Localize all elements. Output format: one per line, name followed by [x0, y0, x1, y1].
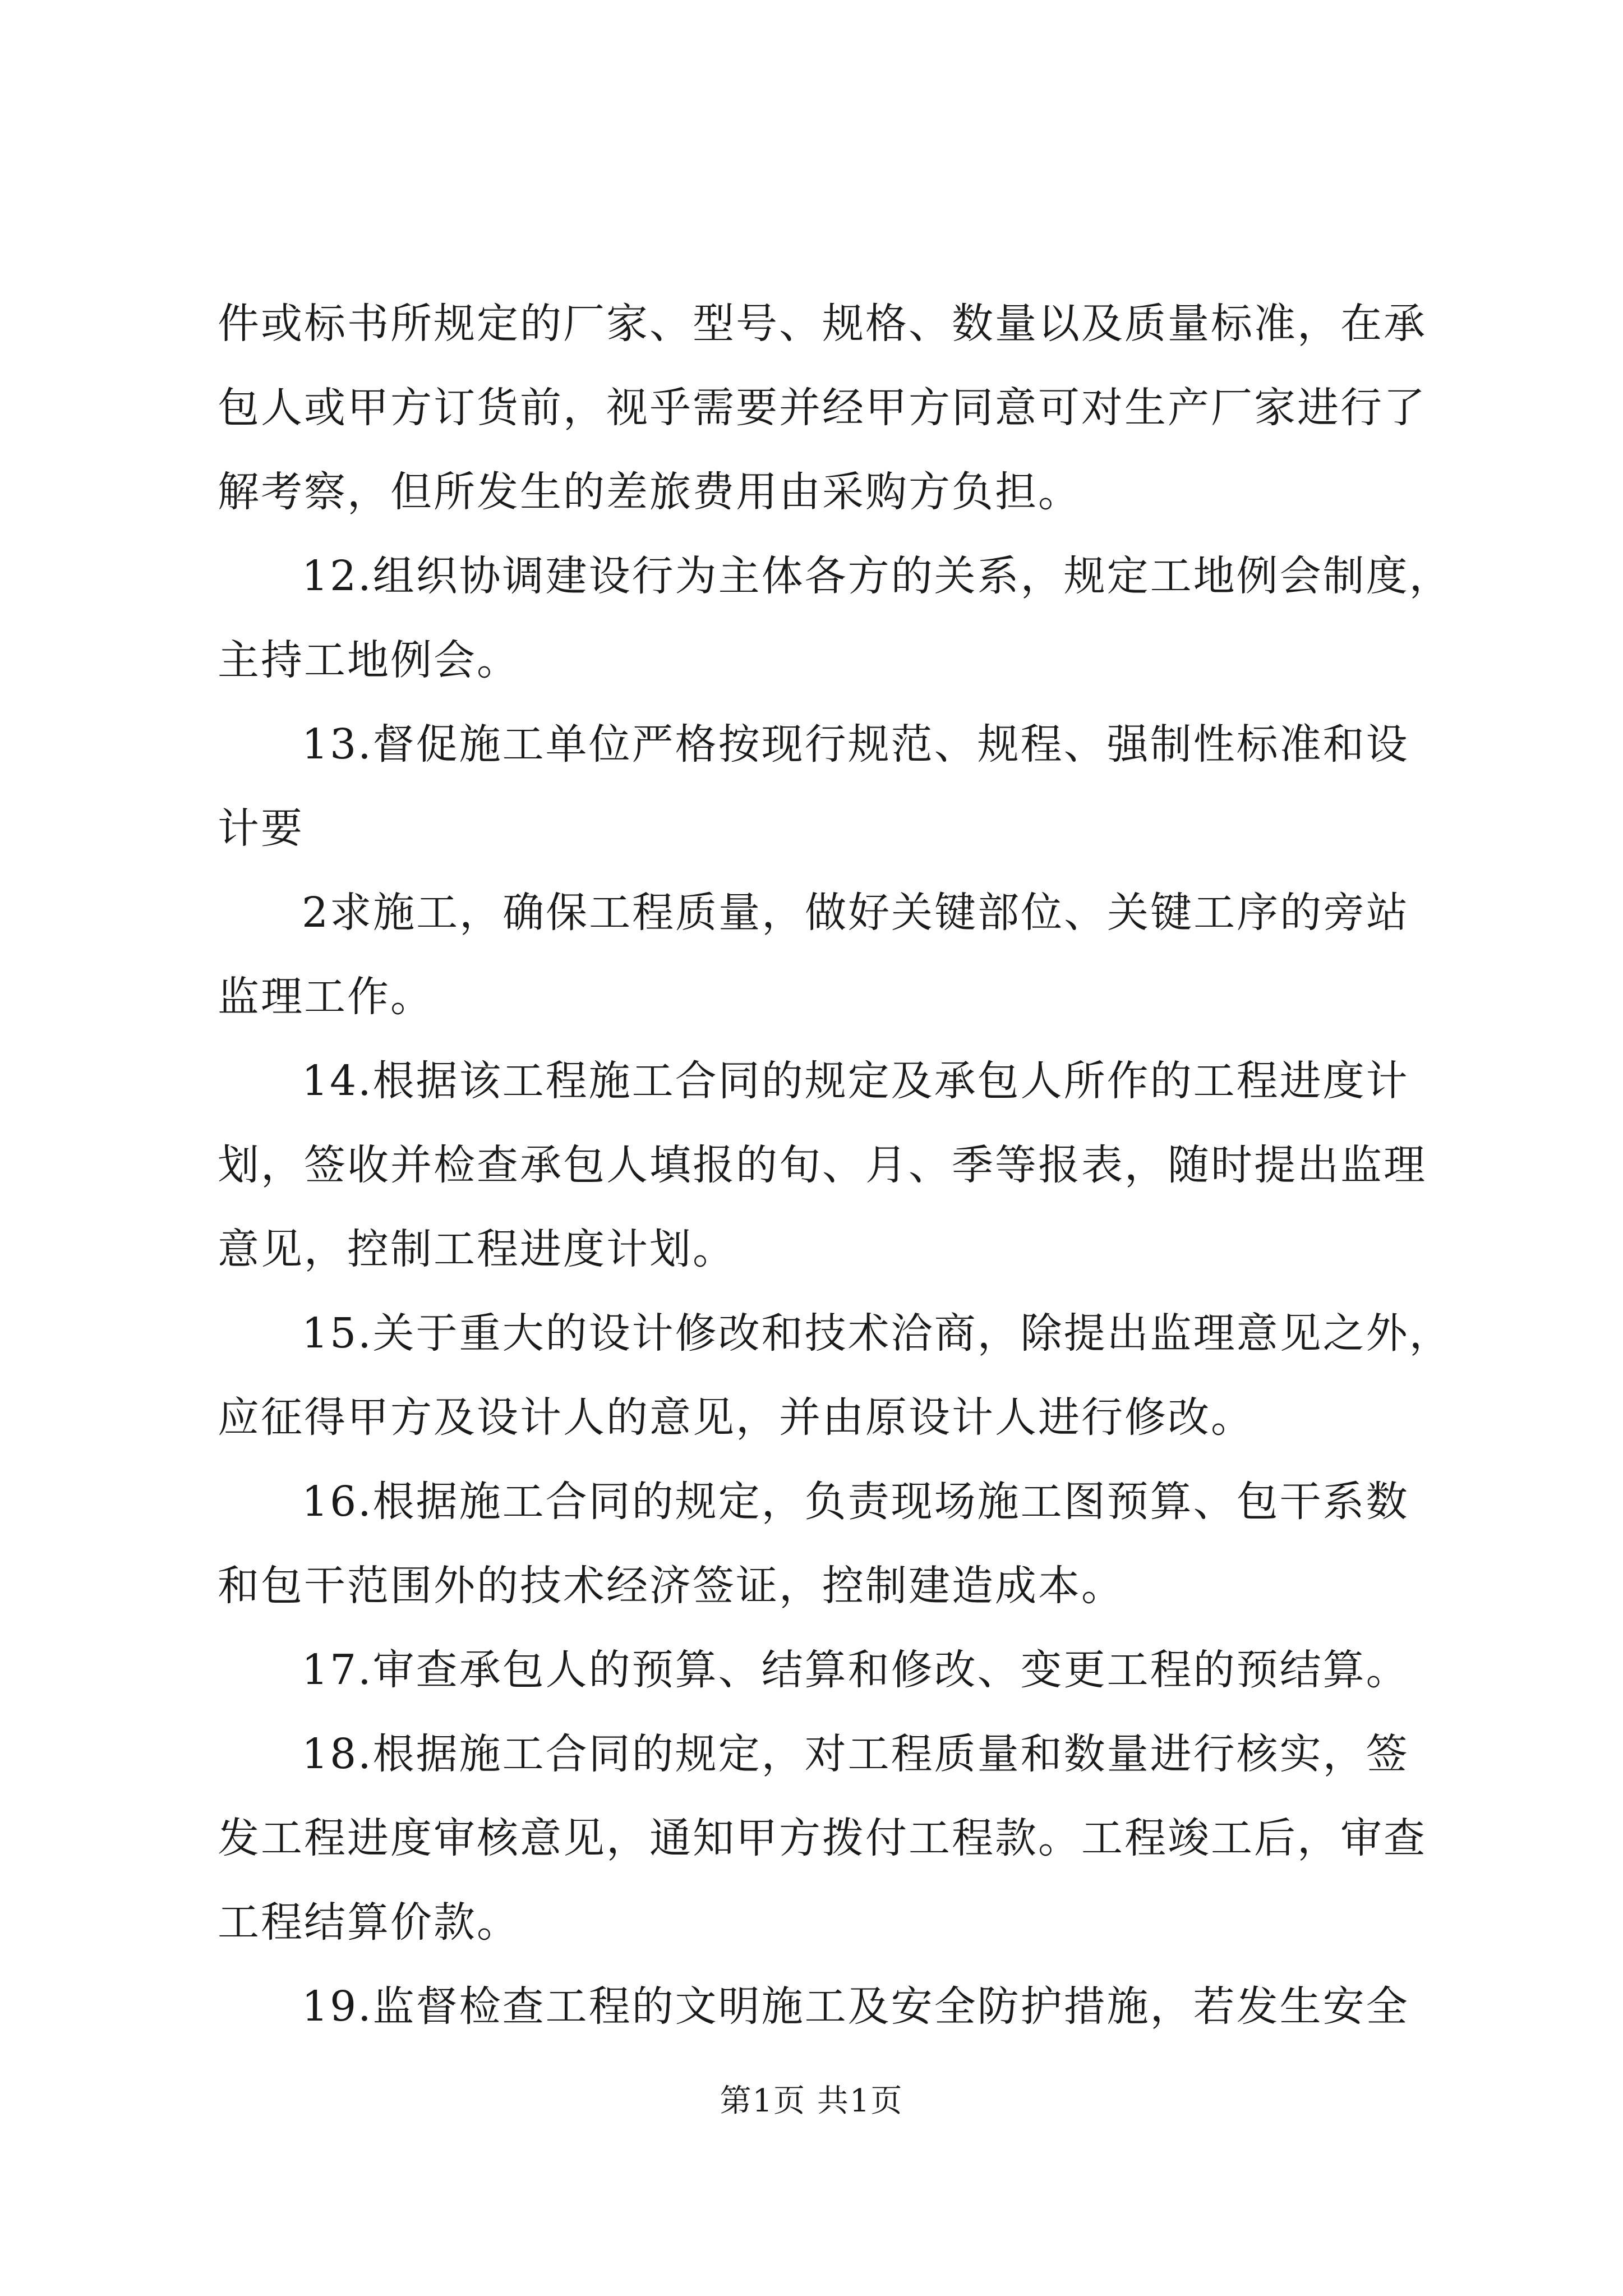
text-line-3: 解考察，但所发生的差旅费用由采购方负担。: [218, 468, 1081, 516]
item-16-line-2: 和包干范围外的技术经济签证，控制建造成本。: [218, 1562, 1124, 1610]
text-line-1: 件或标书所规定的厂家、型号、规格、数量以及质量标准，在承: [218, 300, 1427, 348]
item-14-line-2: 划，签收并检查承包人填报的旬、月、季等报表，随时提出监理: [218, 1141, 1427, 1189]
item-12-line-2: 主持工地例会。: [218, 636, 520, 684]
item-12-line-1: 12.组织协调建设行为主体各方的关系，规定工地例会制度，: [302, 552, 1453, 600]
document-body: [218, 300, 1453, 2070]
item-18-line-1: 18.根据施工合同的规定，对工程质量和数量进行核实，签: [302, 1730, 1409, 1778]
item-15-line-1: 15.关于重大的设计修改和技术洽商，除提出监理意见之外，: [302, 1309, 1453, 1358]
item-18-line-3: 工程结算价款。: [218, 1898, 520, 1947]
item-18-line-2: 发工程进度审核意见，通知甲方拨付工程款。工程竣工后，审查: [218, 1814, 1427, 1862]
item-13-line-3: 2求施工，确保工程质量，做好关键部位、关键工序的旁站: [302, 889, 1410, 937]
item-15-line-2: 应征得甲方及设计人的意见，并由原设计人进行修改。: [218, 1393, 1254, 1442]
item-13-line-4: 监理工作。: [218, 973, 434, 1021]
item-14-line-3: 意见，控制工程进度计划。: [218, 1225, 736, 1273]
item-14-line-1: 14.根据该工程施工合同的规定及承包人所作的工程进度计: [302, 1057, 1409, 1105]
item-16-line-1: 16.根据施工合同的规定，负责现场施工图预算、包干系数: [302, 1478, 1409, 1526]
text-line-2: 包人或甲方订货前，视乎需要并经甲方同意可对生产厂家进行了: [218, 384, 1427, 432]
page-footer: 第1页 共1页: [720, 2083, 903, 2119]
item-19-line-1: 19.监督检查工程的文明施工及安全防护措施，若发生安全: [302, 1982, 1409, 2031]
item-17-line-1: 17.审查承包人的预算、结算和修改、变更工程的预结算。: [302, 1646, 1409, 1694]
item-13-line-1: 13.督促施工单位严格按现行规范、规程、强制性标准和设: [302, 720, 1409, 769]
item-13-line-2: 计要: [218, 804, 304, 853]
